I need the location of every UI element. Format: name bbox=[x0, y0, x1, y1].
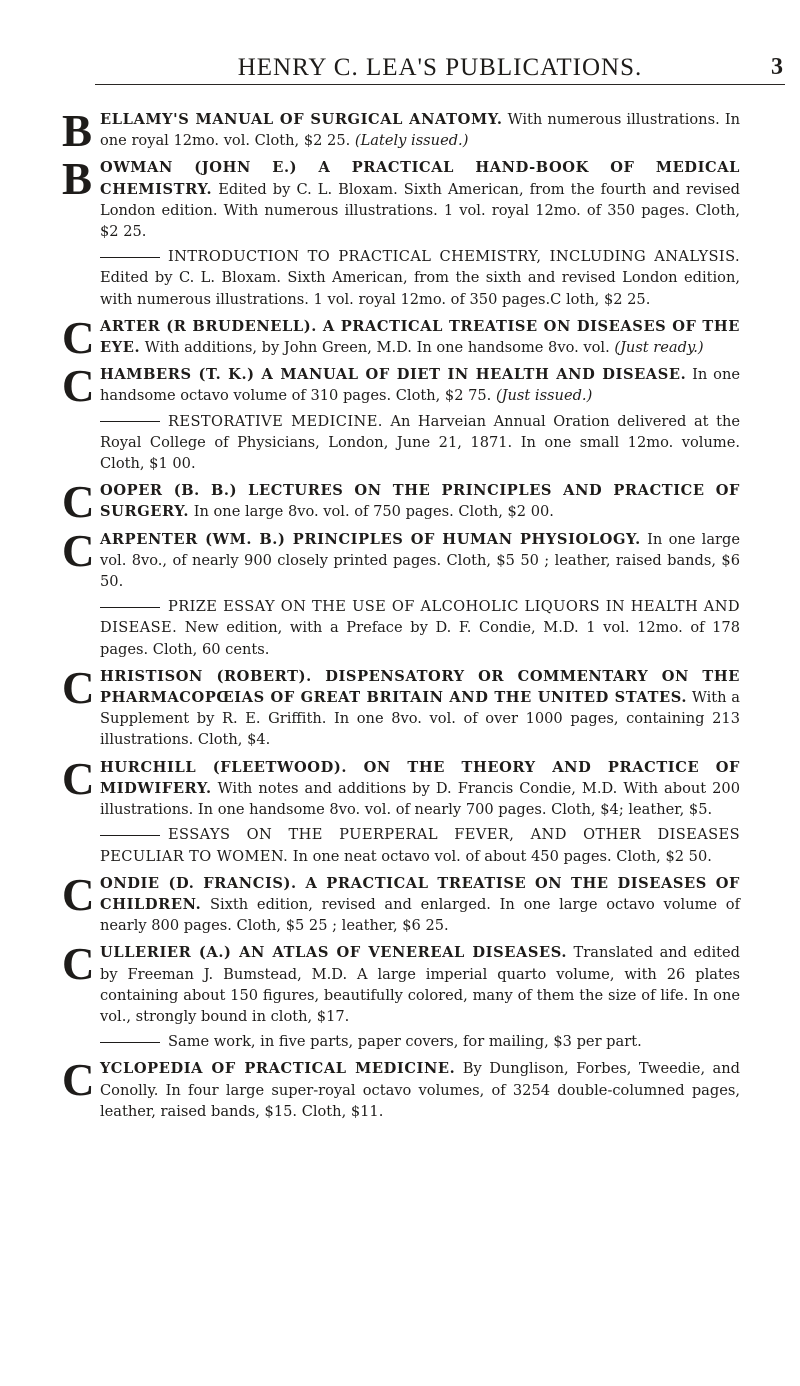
catalog-entry bbox=[62, 361, 740, 412]
entry-title: RESTORATIVE MEDICINE. bbox=[168, 412, 383, 430]
page-number: 3 bbox=[771, 54, 783, 80]
entry-description: New edition, with a Preface by D. F. Condie, M.D. 1 vol. 12mo. of 178 pages. Cloth, 60 cents. bbox=[100, 619, 740, 658]
entry-description: An Harveian Annual Oration delivered at the Royal College of Physicians, London, June 21, 1871. In one small 12mo. volume. Cloth, $1 00. bbox=[100, 412, 740, 473]
entry-description: In one neat octavo vol. of about 450 pages. Cloth, $2 50. bbox=[288, 847, 712, 865]
catalog-entry bbox=[62, 662, 740, 751]
entry-title: PRIZE ESSAY ON THE USE OF ALCOHOLIC LIQUORS IN HEALTH AND DISEASE. bbox=[100, 598, 740, 637]
running-title: HENRY C. LEA'S PUBLICATIONS. bbox=[237, 54, 643, 81]
catalog-entry bbox=[62, 939, 740, 1027]
catalog-entry bbox=[62, 312, 740, 363]
entry-note: (Just issued.) bbox=[495, 387, 593, 405]
entry-description: With a Supplement by R. E. Griffith. In one 8vo. vol. of over 1000 pages, containing 213 illustrations. Cloth, $4. bbox=[100, 689, 740, 749]
entry-description: Same work, in five parts, paper covers, for mailing, $3 per part. bbox=[168, 1033, 642, 1051]
dropcap: C bbox=[62, 753, 95, 804]
dropcap: C bbox=[62, 312, 95, 363]
dropcap: C bbox=[62, 361, 95, 412]
ditto-rule bbox=[100, 421, 160, 422]
entry-note: (Just ready.) bbox=[614, 339, 704, 357]
catalog-entry bbox=[62, 869, 740, 937]
dropcap: C bbox=[62, 1055, 95, 1106]
dropcap: C bbox=[62, 939, 95, 990]
dropcap: C bbox=[62, 662, 95, 713]
entry-description: In one large 8vo. vol. of 750 pages. Cloth, $2 00. bbox=[189, 503, 554, 521]
entry-description: Sixth edition, revised and enlarged. In one large octavo volume of nearly 800 pages. Cloth, $5 25 ; leather, $6 25. bbox=[100, 895, 740, 935]
dropcap: C bbox=[62, 869, 95, 920]
entry-title: ARPENTER (WM. B.) PRINCIPLES OF HUMAN PHYSIOLOGY. bbox=[100, 530, 641, 548]
entry-title: HRISTISON (ROBERT). DISPENSATORY OR COMMENTARY ON THE PHARMACOPŒIAS OF GREAT BRITAIN AND THE UNITED STATES. bbox=[100, 667, 740, 707]
catalog-subentry bbox=[100, 1031, 740, 1052]
ditto-rule bbox=[100, 257, 160, 258]
catalog-subentry bbox=[100, 246, 740, 310]
entry-title: ULLERIER (A.) AN ATLAS OF VENEREAL DISEASES. bbox=[100, 944, 568, 962]
entry-description: Translated and edited by Freeman J. Bumstead, M.D. A large imperial quarto volume, with 26 plates containing about 150 figures, beautifully colored, many of them the size of life. In one vol., strongly bound in cloth, $17. bbox=[100, 944, 740, 1025]
catalog-entry bbox=[62, 1055, 740, 1122]
entry-note: (Lately issued.) bbox=[354, 132, 469, 150]
entry-description: In one handsome octavo volume of 310 pages. Cloth, $2 75. bbox=[100, 366, 740, 405]
entry-title: ESSAYS ON THE PUERPERAL FEVER, AND OTHER DISEASES PECULIAR TO WOMEN. bbox=[100, 826, 740, 865]
entry-title: ONDIE (D. FRANCIS). A PRACTICAL TREATISE ON THE DISEASES OF CHILDREN. bbox=[100, 874, 740, 913]
ditto-rule bbox=[100, 835, 160, 836]
dropcap: B bbox=[62, 106, 93, 156]
catalog-subentry bbox=[100, 411, 740, 475]
catalog-entries bbox=[62, 85, 741, 1122]
catalog-entry bbox=[62, 106, 740, 156]
entry-description: With notes and additions by D. Francis Condie, M.D. With about 200 illustrations. In one handsome 8vo. vol. of nearly 700 pages. Cloth, $4; leather, $5. bbox=[100, 779, 740, 819]
entry-title: HURCHILL (FLEETWOOD). ON THE THEORY AND PRACTICE OF MIDWIFERY. bbox=[100, 758, 740, 797]
catalog-subentry bbox=[100, 596, 740, 660]
entry-description: By Dunglison, Forbes, Tweedie, and Conolly. In four large super-royal octavo volumes, of 3254 double-columned pages, leather, raised bands, $15. Cloth, $11. bbox=[100, 1060, 740, 1120]
catalog-entry bbox=[62, 477, 740, 528]
entry-title: ELLAMY'S MANUAL OF SURGICAL ANATOMY. bbox=[100, 111, 503, 128]
entry-title: YCLOPEDIA OF PRACTICAL MEDICINE. bbox=[100, 1060, 456, 1078]
catalog-subentry bbox=[100, 824, 740, 866]
entry-title: HAMBERS (T. K.) A MANUAL OF DIET IN HEALTH AND DISEASE. bbox=[100, 366, 687, 384]
dropcap: C bbox=[62, 525, 95, 576]
entry-description: Edited by C. L. Bloxam. Sixth American, from the fourth and revised London edition. With numerous illustrations. 1 vol. royal 12mo. of 350 pages. Cloth, $2 25. bbox=[100, 180, 740, 241]
ditto-rule bbox=[100, 607, 160, 608]
entry-description: With additions, by John Green, M.D. In one handsome 8vo. vol. bbox=[140, 339, 615, 357]
dropcap: C bbox=[62, 477, 95, 528]
entry-title: INTRODUCTION TO PRACTICAL CHEMISTRY, INCLUDING ANALYSIS. bbox=[168, 248, 740, 266]
entry-title: OWMAN (JOHN E.) A PRACTICAL HAND-BOOK OF MEDICAL CHEMISTRY. bbox=[100, 159, 740, 198]
entry-title: OOPER (B. B.) LECTURES ON THE PRINCIPLES AND PRACTICE OF SURGERY. bbox=[100, 482, 740, 521]
entry-description: With numerous illustrations. In one royal 12mo. vol. Cloth, $2 25. bbox=[100, 111, 740, 150]
catalog-entry bbox=[62, 154, 740, 242]
ditto-rule bbox=[100, 1042, 160, 1043]
entry-description: In one large vol. 8vo., of nearly 900 closely printed pages. Cloth, $5 50 ; leather, raised bands, $6 50. bbox=[100, 530, 741, 591]
running-head bbox=[95, 0, 785, 85]
catalog-entry bbox=[62, 525, 741, 593]
catalog-entry bbox=[62, 753, 740, 821]
entry-title: ARTER (R BRUDENELL). A PRACTICAL TREATISE ON DISEASES OF THE EYE. bbox=[100, 317, 740, 357]
dropcap: B bbox=[62, 154, 93, 205]
entry-description: Edited by C. L. Bloxam. Sixth American, from the sixth and revised London edition, with numerous illustrations. 1 vol. royal 12mo. of 350 pages.C loth, $2 25. bbox=[100, 269, 740, 308]
